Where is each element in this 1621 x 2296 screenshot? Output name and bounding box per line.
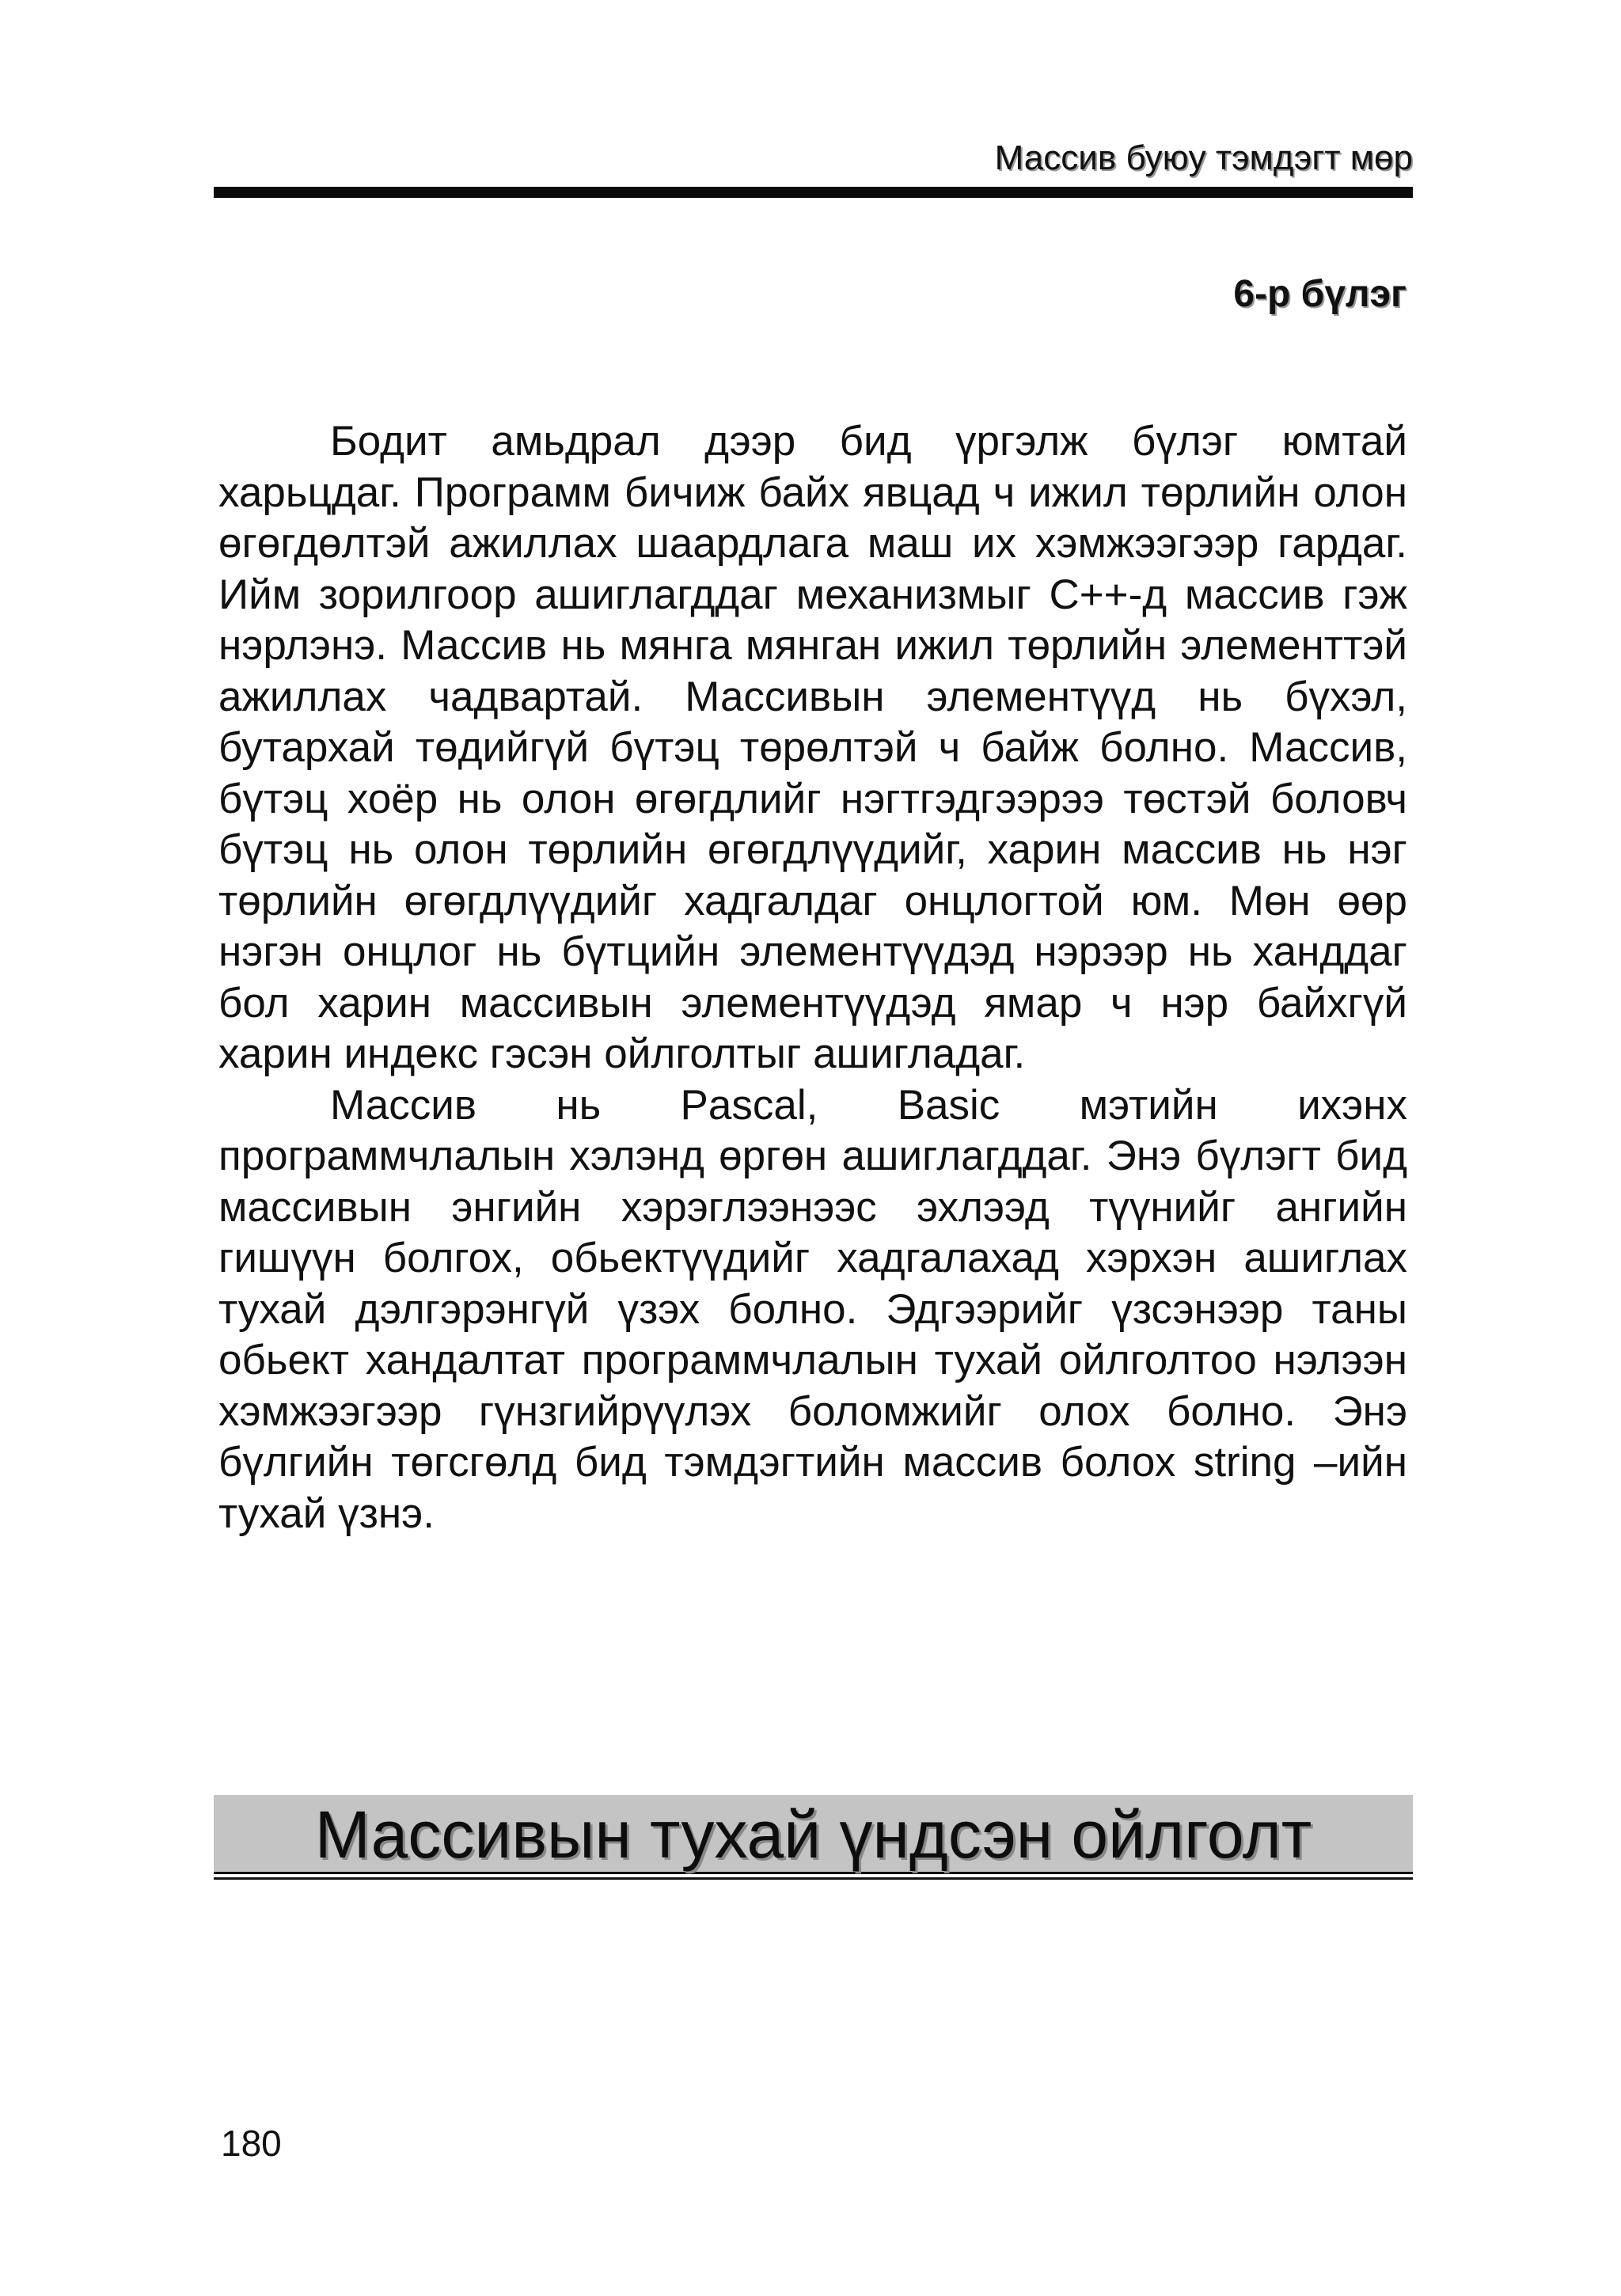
section-heading: Массивын тухай үндсэн ойлголт (214, 1795, 1413, 1874)
page-number: 180 (221, 2123, 282, 2164)
header-rule (214, 187, 1413, 198)
body-text (218, 416, 1407, 1539)
paragraph-1: Бодит амьдрал дээр бид үргэлж бүлэг юмтай харьцдаг. Программ бичиж байх явцад ч ижил төрлийн олон өгөгдөлтэй ажиллах шаардлага маш их хэмжээгээр гардаг. Ийм зорилгоор ашиглагддаг механизмыг С++-д массив гэж нэрлэнэ. Массив нь мянга мянган ижил төрлийн элементтэй ажиллах чадвартай. Массивын элементүүд нь бүхэл, бутархай төдийгүй бүтэц төрөлтэй ч байж болно. Массив, бүтэц хоёр нь олон өгөгдлийг нэгтгэдгээрээ төстэй боловч бүтэц нь олон төрлийн өгөгдлүүдийг, харин массив нь нэг төрлийн өгөгдлүүдийг хадгалдаг онцлогтой юм. Мөн өөр нэгэн онцлог нь бүтцийн элементүүдэд нэрээр нь ханддаг бол харин массивын элементүүдэд ямар ч нэр байхгүй харин индекс гэсэн ойлголтыг ашигладаг. (218, 418, 1407, 1077)
running-header: Массив буюу тэмдэгт мөр (994, 139, 1413, 177)
section-underline (214, 1877, 1413, 1880)
chapter-label: 6-р бүлэг (1233, 273, 1407, 315)
paragraph-2: Массив нь Pascal, Basic мэтийн ихэнх программчлалын хэлэнд өргөн ашиглагддаг. Энэ бүлэгт бид массивын энгийн хэрэглээнээс эхлээд түүнийг ангийн гишүүн болгох, обьектүүдийг хадгалахад хэрхэн ашиглах тухай дэлгэрэнгүй үзэх болно. Эдгээрийг үзсэнээр таны обьект хандалтат программчлалын тухай ойлголтоо нэлээн хэмжээгээр гүнзгийрүүлэх боломжийг олох болно. Энэ бүлгийн төгсгөлд бид тэмдэгтийн массив болох string –ийн тухай үзнэ. (218, 1081, 1407, 1537)
